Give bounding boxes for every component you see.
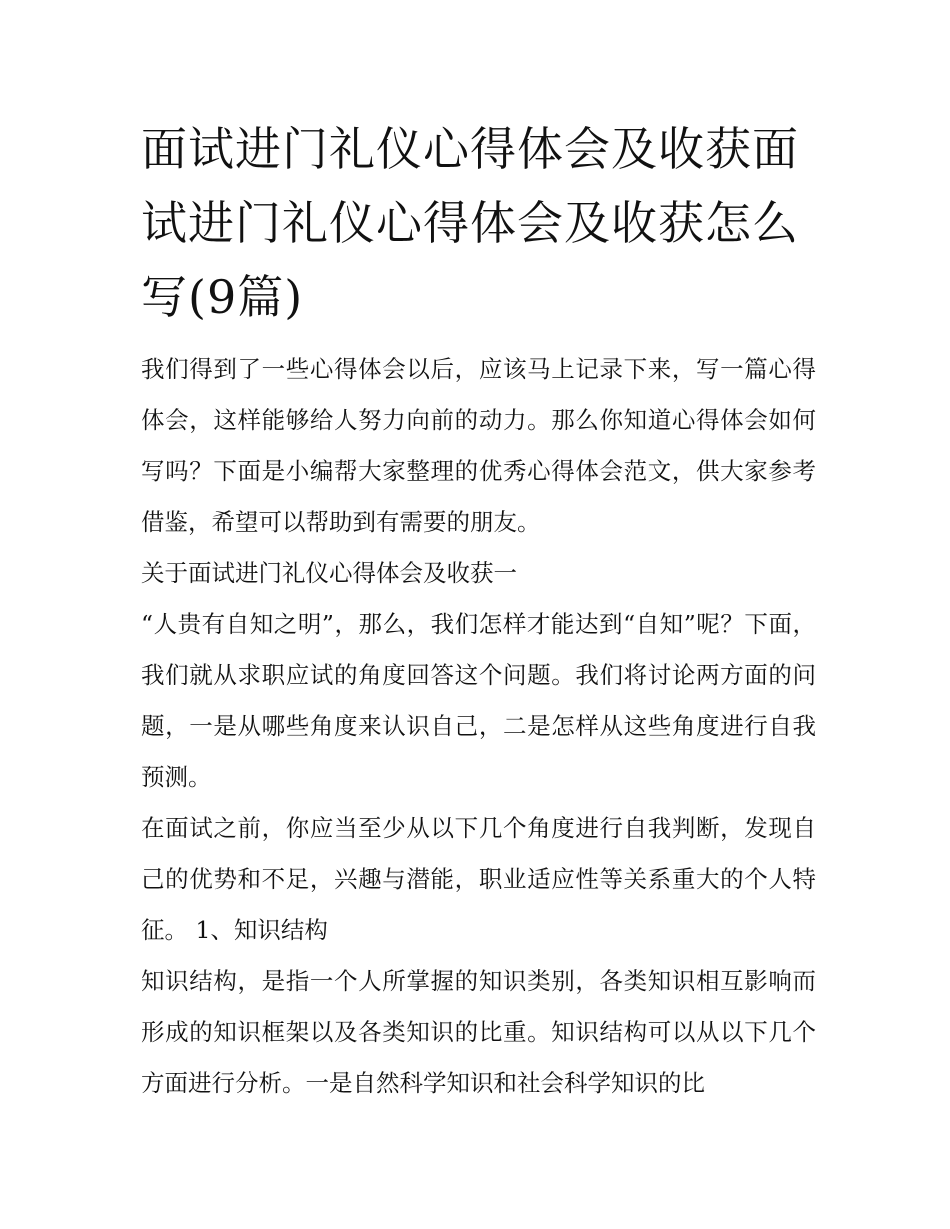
- section-heading: 关于面试进门礼仪心得体会及收获一: [141, 559, 517, 587]
- intro-paragraph: 我们得到了一些心得体会以后，应该马上记录下来，写一篇心得体会，这样能够给人努力向前的动力。那么你知道心得体会如何写吗？下面是小编帮大家整理的优秀心得体会范文，供大家参考借鉴，希望可以帮助到有需要的朋友。: [141, 355, 816, 536]
- body-paragraph: 知识结构，是指一个人所掌握的知识类别，各类知识相互影响而形成的知识框架以及各类知识的比重。知识结构可以从以下几个方面进行分析。一是自然科学知识和社会科学知识的比: [141, 967, 816, 1097]
- body-paragraph: “人贵有自知之明”，那么，我们怎样才能达到“自知”呢？下面，我们就从求职应试的角度回答这个问题。我们将讨论两方面的问题，一是从哪些角度来认识自己，二是怎样从这些角度进行自我预测。: [141, 610, 816, 791]
- document-page: [141, 112, 816, 1109]
- document-title: 面试进门礼仪心得体会及收获面试进门礼仪心得体会及收获怎么写(9篇): [141, 122, 799, 324]
- body-paragraph: 在面试之前，你应当至少从以下几个角度进行自我判断，发现自己的优势和不足，兴趣与潜能，职业适应性等关系重大的个人特征。 1、知识结构: [141, 814, 816, 944]
